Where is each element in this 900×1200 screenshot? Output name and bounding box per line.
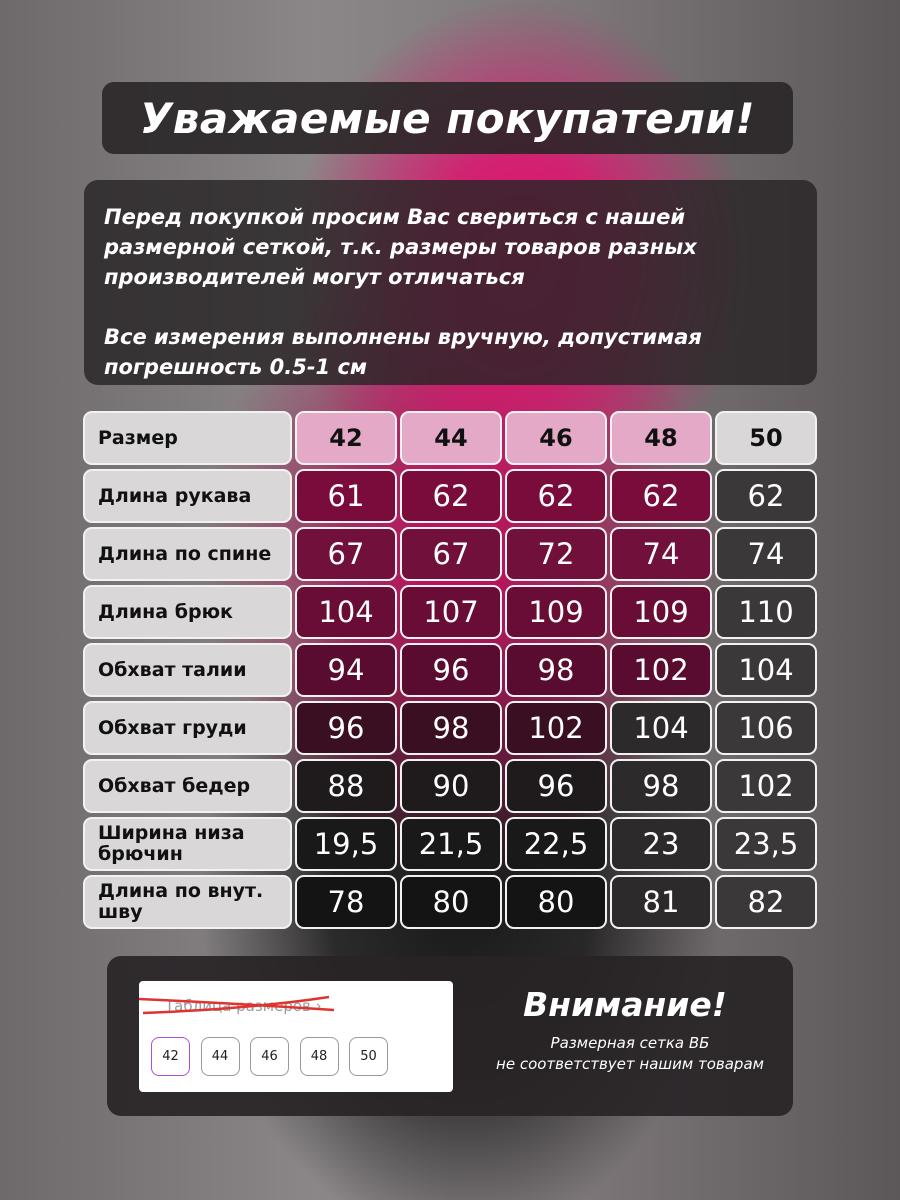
size-header-cell: 50 bbox=[715, 411, 817, 465]
warning-line: не соответствует нашим товарам bbox=[496, 1055, 764, 1073]
wb-size-sample bbox=[139, 981, 453, 1092]
info-line: Перед покупкой просим Вас свериться с нашей bbox=[104, 205, 686, 229]
sample-size-chip: 42 bbox=[151, 1037, 190, 1076]
measurement-cell: 19,5 bbox=[295, 817, 397, 871]
measurement-cell: 88 bbox=[295, 759, 397, 813]
title-banner bbox=[102, 82, 793, 154]
measurement-cell: 74 bbox=[715, 527, 817, 581]
row-label: Обхват груди bbox=[83, 701, 292, 755]
measurement-cell: 78 bbox=[295, 875, 397, 929]
measurement-cell: 98 bbox=[610, 759, 712, 813]
size-header-cell: 46 bbox=[505, 411, 607, 465]
row-label: Ширина низа брючин bbox=[83, 817, 292, 871]
measurement-cell: 62 bbox=[715, 469, 817, 523]
row-label: Длина брюк bbox=[83, 585, 292, 639]
row-label: Длина по внут. шву bbox=[83, 875, 292, 929]
measurement-cell: 106 bbox=[715, 701, 817, 755]
measurement-cell: 98 bbox=[400, 701, 502, 755]
size-header-cell: 42 bbox=[295, 411, 397, 465]
measurement-cell: 61 bbox=[295, 469, 397, 523]
measurement-cell: 80 bbox=[505, 875, 607, 929]
strike-through-icon bbox=[139, 981, 453, 1031]
row-label: Длина рукава bbox=[83, 469, 292, 523]
measurement-cell: 102 bbox=[505, 701, 607, 755]
measurement-cell: 102 bbox=[610, 643, 712, 697]
measurement-cell: 82 bbox=[715, 875, 817, 929]
measurement-cell: 23,5 bbox=[715, 817, 817, 871]
measurement-cell: 110 bbox=[715, 585, 817, 639]
sample-size-chip: 44 bbox=[201, 1037, 240, 1076]
info-box bbox=[84, 180, 817, 385]
measurement-cell: 98 bbox=[505, 643, 607, 697]
warning-line: Размерная сетка ВБ bbox=[550, 1034, 710, 1052]
info-line: размерной сеткой, т.к. размеры товаров разных bbox=[104, 235, 697, 259]
sample-size-chip: 50 bbox=[349, 1037, 388, 1076]
size-header-label: Размер bbox=[83, 411, 292, 465]
measurement-cell: 104 bbox=[295, 585, 397, 639]
measurement-cell: 96 bbox=[295, 701, 397, 755]
warning-title: Внимание! bbox=[523, 985, 727, 1024]
row-label: Обхват бедер bbox=[83, 759, 292, 813]
measurement-cell: 80 bbox=[400, 875, 502, 929]
size-header-cell: 44 bbox=[400, 411, 502, 465]
measurement-cell: 96 bbox=[505, 759, 607, 813]
measurement-cell: 22,5 bbox=[505, 817, 607, 871]
measurement-cell: 94 bbox=[295, 643, 397, 697]
measurement-cell: 90 bbox=[400, 759, 502, 813]
measurement-cell: 67 bbox=[295, 527, 397, 581]
measurement-cell: 72 bbox=[505, 527, 607, 581]
measurement-cell: 67 bbox=[400, 527, 502, 581]
row-label: Обхват талии bbox=[83, 643, 292, 697]
measurement-cell: 62 bbox=[505, 469, 607, 523]
measurement-cell: 62 bbox=[610, 469, 712, 523]
row-label: Длина по спине bbox=[83, 527, 292, 581]
measurement-cell: 109 bbox=[505, 585, 607, 639]
info-paragraph-1 bbox=[104, 202, 799, 292]
measurement-cell: 107 bbox=[400, 585, 502, 639]
measurement-cell: 81 bbox=[610, 875, 712, 929]
measurement-cell: 23 bbox=[610, 817, 712, 871]
measurement-cell: 74 bbox=[610, 527, 712, 581]
measurement-cell: 96 bbox=[400, 643, 502, 697]
info-line: Все измерения выполнены вручную, допустимая bbox=[104, 325, 702, 349]
size-table-link: Таблица размеров › bbox=[165, 997, 322, 1015]
info-line: производителей могут отличаться bbox=[104, 265, 525, 289]
measurement-cell: 21,5 bbox=[400, 817, 502, 871]
measurement-cell: 62 bbox=[400, 469, 502, 523]
info-paragraph-2 bbox=[104, 322, 799, 382]
sample-size-chip: 46 bbox=[250, 1037, 289, 1076]
info-line: погрешность 0.5-1 см bbox=[104, 355, 368, 379]
measurement-cell: 104 bbox=[715, 643, 817, 697]
sample-size-chip: 48 bbox=[300, 1037, 339, 1076]
measurement-cell: 109 bbox=[610, 585, 712, 639]
measurement-cell: 102 bbox=[715, 759, 817, 813]
page-title: Уважаемые покупатели! bbox=[139, 93, 756, 143]
measurement-cell: 104 bbox=[610, 701, 712, 755]
size-header-cell: 48 bbox=[610, 411, 712, 465]
warning-text bbox=[470, 1033, 790, 1075]
